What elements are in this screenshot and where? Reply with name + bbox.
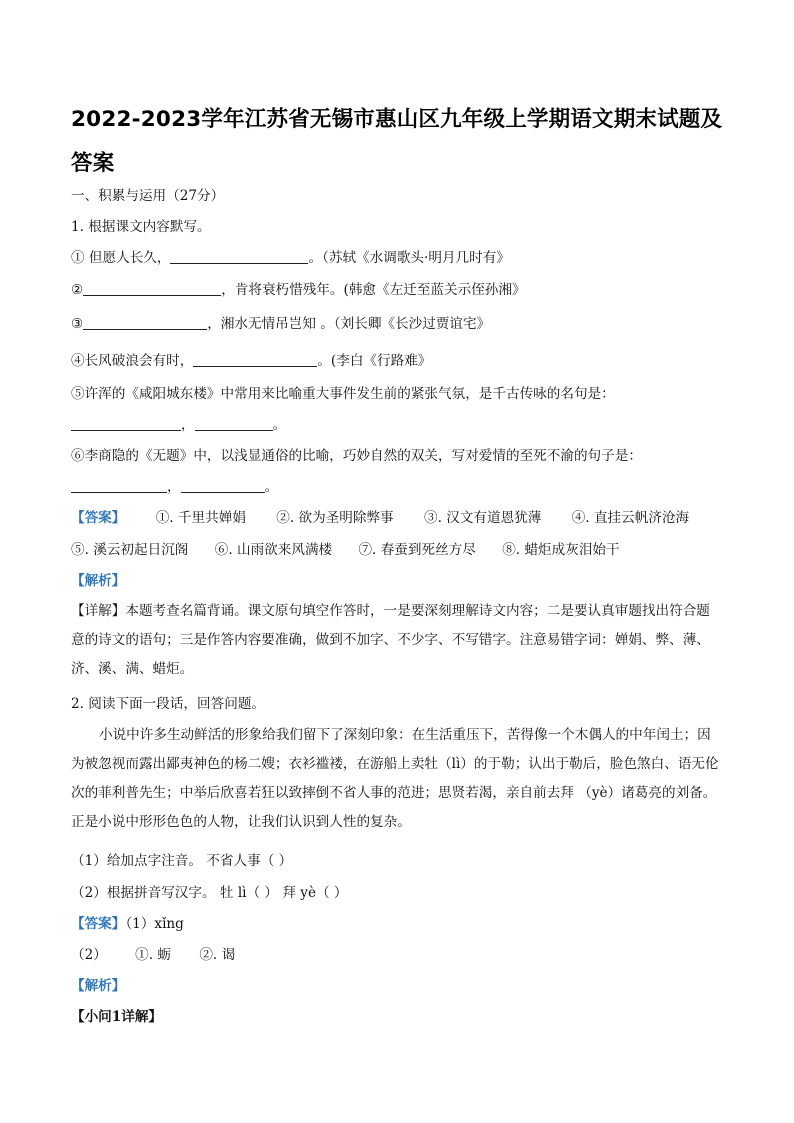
q1-line-6-blanks xyxy=(71,477,278,497)
answer-item: ④. 直挂云帆济沧海 xyxy=(571,510,690,526)
answer-text: （2） xyxy=(71,947,107,963)
q1-line-4-text-b: 。(李白《行路难》 xyxy=(317,353,432,369)
blank-5b[interactable] xyxy=(195,416,273,431)
q1-line-1-text-a: ① 但愿人长久， xyxy=(71,250,171,266)
q1-line-2-text-a: ② xyxy=(71,282,84,298)
blank-5a[interactable] xyxy=(71,416,181,431)
period-end: 。 xyxy=(264,479,279,495)
answer-item: ⑥. 山雨欲来风满楼 xyxy=(214,542,333,558)
q1-answer-row-1 xyxy=(71,508,689,528)
answer-item: ③. 汉文有道恩犹薄 xyxy=(423,510,542,526)
comma-separator: ， xyxy=(181,417,195,433)
answer-item: ②. 欲为圣明除弊事 xyxy=(276,510,394,526)
analysis-tag: 【解析】 xyxy=(71,978,126,994)
answer-item: ⑤. 溪云初起日沉阁 xyxy=(71,542,189,558)
q1-line-6: ⑥李商隐的《无题》中，以浅显通俗的比喻，巧妙自然的双关，写对爱情的至死不渝的句子是： xyxy=(71,448,642,464)
q1-line-1 xyxy=(71,248,510,268)
question-2-stem: 2. 阅读下面一段话，回答问题。 xyxy=(71,696,266,712)
blank-1[interactable] xyxy=(170,249,308,264)
answer-item: ②. 谒 xyxy=(199,947,236,963)
q1-line-1-text-b: 。（苏轼《水调歌头·明月几时有》 xyxy=(308,250,510,266)
q2-answer-1 xyxy=(71,914,184,934)
q1-line-4-text-a: ④长风破浪会有时， xyxy=(71,353,194,369)
analysis-tag: 【解析】 xyxy=(71,573,126,589)
blank-6a[interactable] xyxy=(71,478,167,493)
section-heading: 一、积累与运用（27分） xyxy=(71,188,225,204)
blank-3[interactable] xyxy=(83,315,207,330)
answer-tag: 【答案】 xyxy=(71,916,126,932)
q1-line-3-text-a: ③ xyxy=(71,316,84,332)
q1-detail-paragraph: 【详解】本题考查名篇背诵。课文原句填空作答时，一是要深刻理解诗文内容；二是要认真审题找出符合题意的诗文的语句；三是作答内容要准确，做到不加字、不少字、不写错字。注意易错字词：婵娟、弊、薄、济、溪、满、蜡炬。 xyxy=(71,603,710,677)
page-title: 2022-2023学年江苏省无锡市惠山区九年级上学期语文期末试题及答案 xyxy=(71,107,723,176)
answer-text: （1）xǐng xyxy=(125,916,184,932)
q1-line-4 xyxy=(71,351,431,371)
small-question-heading: 【小问1详解】 xyxy=(71,1009,163,1025)
q1-line-5: ⑤许浑的《咸阳城东楼》中常用来比喻重大事件发生前的紧张气氛，是千古传咏的名句是： xyxy=(71,386,615,402)
q1-line-2 xyxy=(71,280,526,300)
q1-answer-row-2 xyxy=(71,540,620,560)
q2-answer-2 xyxy=(71,945,235,965)
q1-line-5-blanks xyxy=(71,415,286,435)
q1-line-2-text-b: ，肯将衰朽惜残年。(韩愈《左迁至蓝关示侄孙湘》 xyxy=(221,282,526,298)
period-end: 。 xyxy=(272,417,287,433)
blank-6b[interactable] xyxy=(181,478,265,493)
answer-item: ①. 蛎 xyxy=(135,947,172,963)
comma-separator: ， xyxy=(167,479,181,495)
blank-2[interactable] xyxy=(83,281,221,296)
q2-sub-question-1: （1）给加点字注音。 不省人事（ ） xyxy=(71,853,293,869)
q1-line-3 xyxy=(71,314,490,334)
q1-line-3-text-b: ，湘水无情吊岂知 。（刘长卿《长沙过贾谊宅》 xyxy=(207,316,491,332)
answer-item: ⑧. 蜡炬成灰泪始干 xyxy=(502,542,620,558)
q2-sub-question-2: （2）根据拼音写汉字。 牡 lì（ ） 拜 yè（ ） xyxy=(71,885,348,901)
answer-item: ①. 千里共婵娟 xyxy=(155,510,246,526)
answer-item: ⑦. 春蚕到死丝方尽 xyxy=(358,542,476,558)
q2-passage: 小说中许多生动鲜活的形象给我们留下了深刻印象：在生活重压下，苦得像一个木偶人的中年闰土；因为被忽视而露出鄙夷神色的杨二嫂；衣衫褴褛，在游船上卖牡（lì）的于勒；认出于勒后，脸色煞白、语无伦次的菲利普先生；中举后欣喜若狂以致摔倒不省人事的范进；思贤若渴，亲自前去拜 （yè）诸葛亮的刘备。正是小说中形形色色的人物，让我们认识到人性的复杂。 xyxy=(71,727,719,830)
answer-tag: 【答案】 xyxy=(71,510,126,526)
question-1-stem: 1. 根据课文内容默写。 xyxy=(71,219,211,235)
blank-4[interactable] xyxy=(193,352,317,367)
